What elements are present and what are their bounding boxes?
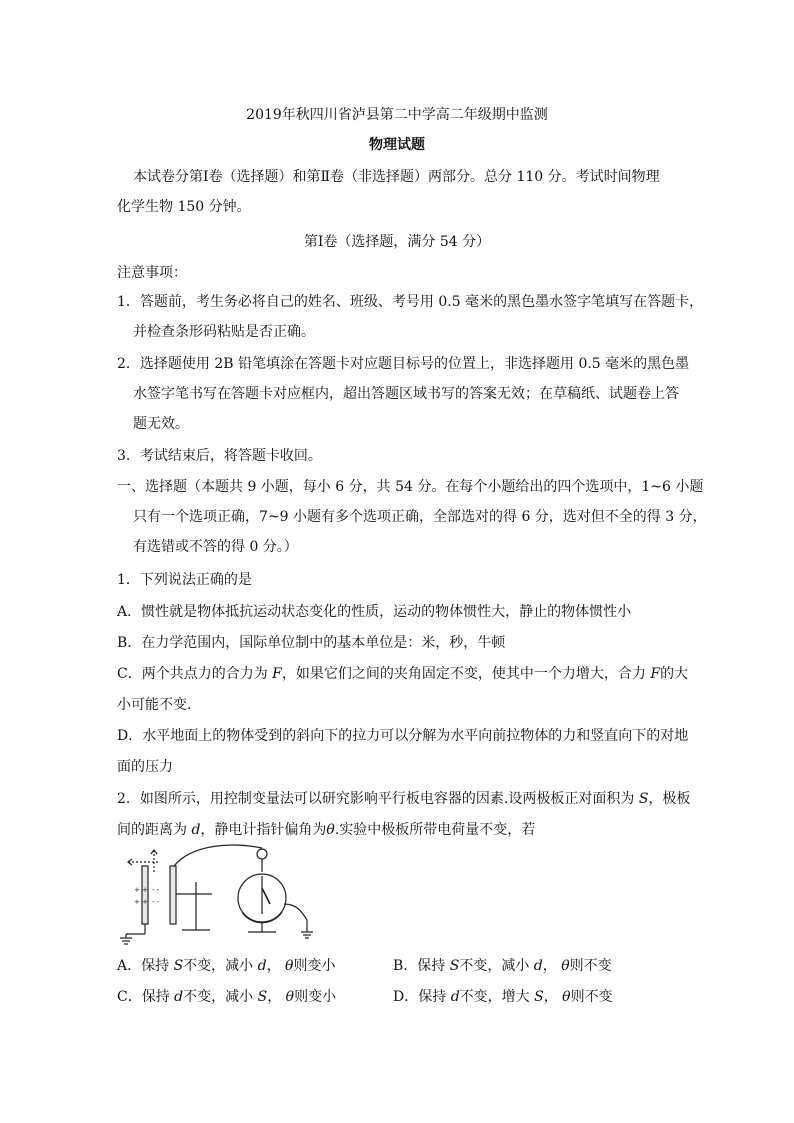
q1-option-c-line-2: 小可能不变.: [117, 697, 192, 713]
notice-item-2-line-3: 题无效。: [133, 416, 189, 432]
q2-stem-line-1: 2．如图所示，用控制变量法可以研究影响平行板电容器的因素.设两极板正对面积为 S，极板: [117, 791, 691, 807]
part1-title: 第Ⅰ卷（选择题，满分 54 分）: [303, 234, 491, 250]
q1-option-b: B．在力学范围内，国际单位制中的基本单位是：米，秒，牛顿: [117, 635, 506, 651]
subject-title: 物理试题: [369, 137, 425, 153]
svg-text:- -: - -: [152, 886, 160, 894]
q2-option-a: A．保持 S不变，减小 d， θ则变小: [117, 958, 336, 974]
left-plate: [142, 866, 148, 924]
svg-text:+ +: + +: [134, 898, 148, 906]
notice-heading: 注意事项：: [117, 265, 187, 281]
notice-item-2-line-2: 水签字笔书写在答题卡对应框内，超出答题区域书写的答案无效；在草稿纸、试题卷上答: [133, 386, 679, 402]
intro-line-1: 本试卷分第Ⅰ卷（选择题）和第Ⅱ卷（非选择题）两部分。总分 110 分。考试时间物理: [133, 169, 660, 185]
exam-title: 2019年秋四川省泸县第二中学高二年级期中监测: [246, 107, 548, 123]
q1-option-c-line-1: C．两个共点力的合力为 F，如果它们之间的夹角固定不变，使其中一个力增大，合力 F的大: [117, 666, 689, 682]
right-plate: [170, 866, 176, 924]
svg-text:+ +: + +: [134, 886, 148, 894]
electrometer-ground-wire: [284, 904, 307, 920]
notice-item-1-line-1: 1．答题前，考生务必将自己的姓名、班级、考号用 0.5 毫米的黑色墨水签字笔填写在答题卡，: [117, 294, 704, 310]
q1-stem: 1．下列说法正确的是: [117, 572, 252, 588]
intro-line-2: 化学生物 150 分钟。: [117, 199, 251, 215]
section1-line-2: 只有一个选项正确，7~9 小题有多个选项正确，全部选对的得 6 分，选对但不全的得 3 分，: [133, 509, 707, 525]
notice-item-2-line-1: 2．选择题使用 2B 铅笔填涂在答题卡对应题目标号的位置上，非选择题用 0.5 毫米的黑色墨: [117, 356, 690, 372]
q1-option-d-line-1: D．水平地面上的物体受到的斜向下的拉力可以分解为水平向前拉物体的力和竖直向下的对地: [117, 728, 689, 744]
q2-stem-line-2: 间的距离为 d，静电计指针偏角为θ.实验中极板所带电荷量不变，若: [117, 822, 536, 838]
svg-text:- -: - -: [152, 898, 160, 906]
connecting-wire: [174, 845, 262, 866]
notice-item-3: 3．考试结束后，将答题卡收回。: [117, 448, 322, 464]
electrometer-knob: [257, 849, 267, 859]
section1-line-1: 一、选择题（本题共 9 小题，每小 6 分，共 54 分。在每个小题给出的四个选项中，1~6 小题: [117, 479, 704, 495]
q2-option-b: B．保持 S不变，减小 d， θ则不变: [393, 958, 612, 974]
notice-item-1-line-2: 并检查条形码粘贴是否正确。: [133, 324, 315, 340]
capacitor-electrometer-figure: [112, 842, 322, 948]
q1-option-a: A．惯性就是物体抵抗运动状态变化的性质，运动的物体惯性大，静止的物体惯性小: [117, 604, 632, 620]
q2-option-d: D．保持 d不变，增大 S， θ则不变: [393, 989, 613, 1005]
section1-line-3: 有选错或不答的得 0 分。）: [133, 539, 298, 555]
q1-option-d-line-2: 面的压力: [117, 759, 173, 775]
electrometer-pointer: [262, 888, 270, 904]
q2-option-c: C．保持 d不变，减小 S， θ则变小: [117, 989, 337, 1005]
